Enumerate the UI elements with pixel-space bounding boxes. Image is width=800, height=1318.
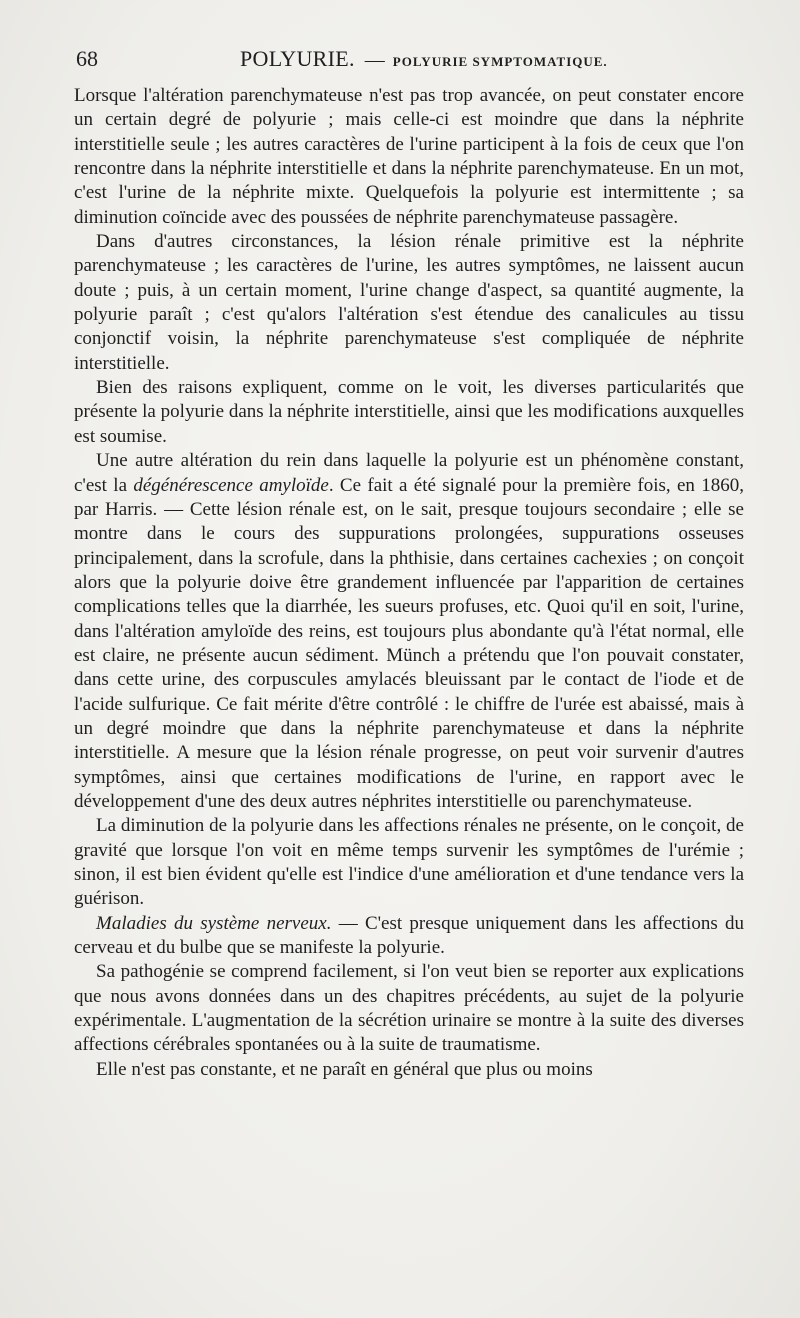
running-title-dash: —	[364, 49, 385, 71]
paragraph-polyuria-diminution: La diminution de la polyurie dans les affections rénales ne présente, on le conçoit, de gravité que lorsque l'on voit en même temps survenir les symptômes de l'urémie ; sinon, il est bien évident qu'elle est l'indice d'une amélioration et d'une tendance vers la guérison.	[74, 815, 744, 910]
page-number: 68	[76, 46, 98, 71]
paragraph-not-constant: Elle n'est pas constante, et ne paraît en général que plus ou moins	[96, 1058, 593, 1080]
paragraph-text-continued: . Ce fait a été signalé pour la première fois, en 1860, par Harris. — Cette lésion rénale est, on le sait, presque toujours secondaire ; elle se montre dans le cours des suppurations prolongées, suppurations osseuses principalement, dans la scrofule, dans la phthisie, dans certaines cachexies ; on conçoit alors que la polyurie doive être grandement influencée par l'apparition de certaines complications telles que la diarrhée, les sueurs profuses, etc. Quoi qu'il en soit, l'urine, dans l'altération amyloïde des reins, est toujours plus abondante qu'à l'état normal, elle est claire, ne présente aucun sédiment. Münch a prétendu que l'on pouvait constater, dans cette urine, des corpuscules amylacés bleuissant par le contact de l'iode et de l'acide sulfurique. Ce fait mérite d'être contrôlé : le chiffre de l'urée est abaissé, mais à un degré moindre que dans la néphrite parenchymateuse et dans la néphrite interstitielle. A mesure que la lésion rénale progresse, on peut voir survenir d'autres symptômes, ainsi que certaines modifications de l'urine, en rapport avec le développement d'une des deux autres néphrites interstitielle ou parenchymateuse.	[74, 474, 744, 812]
running-title-main: POLYURIE.	[240, 46, 355, 71]
paragraph-parenchymatous-nephritis: Dans d'autres circonstances, la lésion rénale primitive est la néphrite parenchymateuse ; les caractères de l'urine, les autres symptômes, ne laissent aucun doute ; puis, à un certain moment, l'urine change d'aspect, sa quantité augmente, la polyurie paraît ; c'est qu'alors l'altération s'est étendue des canalicules au tissu conjonctif voisin, la néphrite parenchymateuse s'est compliquée de néphrite interstitielle.	[74, 231, 744, 374]
italic-term-amyloid: dégénérescence amyloïde	[133, 474, 329, 496]
paragraph-interstitial-summary: Bien des raisons expliquent, comme on le voit, les diverses particularités que présente la polyurie dans la néphrite interstitielle, ainsi que les modifications auxquelles est soumise.	[74, 377, 744, 447]
paragraph-pathogenesis: Sa pathogénie se comprend facilement, si l'on veut bien se reporter aux explications que nous avons données dans un des chapitres précédents, au sujet de la polyurie expérimentale. L'augmentation de la sécrétion urinaire se montre à la suite des diverses affections cérébrales spontanées ou à la suite de traumatisme.	[74, 961, 744, 1056]
running-title	[240, 44, 608, 77]
body-text	[74, 84, 744, 1082]
paragraph-text-continued: — C'est presque uniquement dans les affections du cerveau et du bulbe que se manifeste la polyurie.	[74, 912, 744, 959]
running-title-subtitle: POLYURIE SYMPTOMATIQUE.	[392, 54, 608, 69]
paragraph-amyloid-degeneration	[74, 449, 744, 814]
paragraph-text-lead: Une autre altération du rein dans laquelle la polyurie est un phénomène constant, c'est la	[74, 450, 744, 496]
paragraph-nervous-system	[74, 912, 744, 961]
italic-heading-nervous-diseases: Maladies du système nerveux.	[96, 912, 332, 934]
page-header	[76, 44, 742, 80]
paragraph-mixed-nephritis: Lorsque l'altération parenchymateuse n'est pas trop avancée, on peut constater encore un certain degré de polyurie ; mais celle-ci est moindre que dans la néphrite interstitielle seule ; les autres caractères de l'urine participent à la fois de ceux que l'on rencontre dans la néphrite interstitielle et dans la néphrite parenchymateuse. En un mot, c'est l'urine de la néphrite mixte. Quelquefois la polyurie est intermittente ; sa diminution coïncide avec des poussées de néphrite parenchymateuse passagère.	[74, 85, 744, 228]
